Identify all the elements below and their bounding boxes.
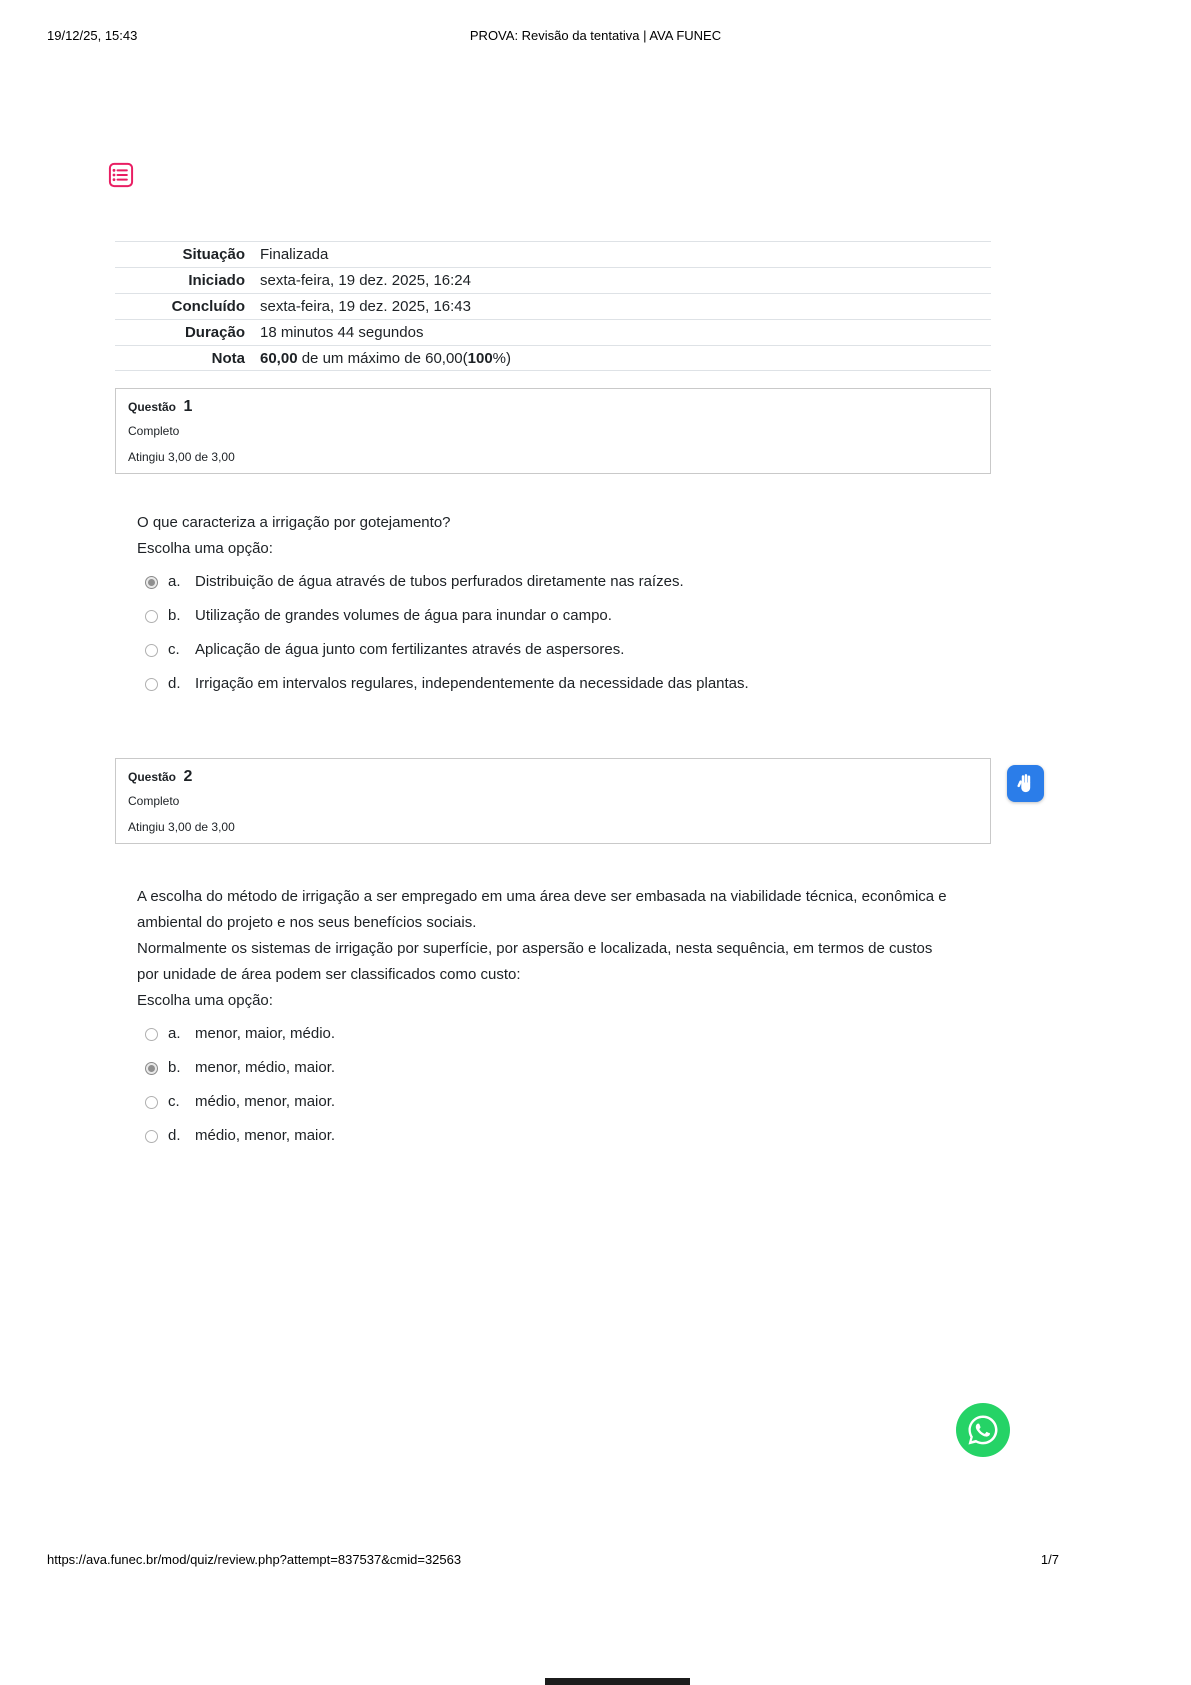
quiz-icon [107,161,135,189]
radio-button[interactable] [145,678,158,691]
question-grade: Atingiu 3,00 de 3,00 [128,820,235,834]
sign-language-icon [1014,772,1037,795]
question-number-line [128,398,978,416]
radio-button[interactable] [145,1096,158,1109]
summary-row-nota [115,345,991,371]
question-number-line [128,768,978,786]
question-number: 2 [183,768,193,785]
grade-score: 60,00 [260,350,298,367]
option-letter: b. [168,607,181,624]
question-status: Completo [128,794,180,808]
option-text: Distribuição de água através de tubos perfurados diretamente nas raízes. [195,573,684,590]
question-1-info-box [115,388,991,474]
next-page-cutoff-bar [545,1678,690,1685]
choice-prompt: Escolha uma opção: [137,992,273,1009]
summary-label: Iniciado [188,272,245,289]
whatsapp-button[interactable] [956,1403,1010,1457]
option-text: menor, maior, médio. [195,1025,336,1042]
summary-label: Situação [182,246,245,263]
question-2-info-box [115,758,991,844]
option-letter: a. [168,573,181,590]
radio-button[interactable] [145,576,158,589]
summary-row-concluido [115,293,991,319]
print-footer-page-number: 1/7 [1040,1552,1059,1567]
summary-value: 18 minutos 44 segundos [260,324,424,341]
option-text: Aplicação de água junto com fertilizantes através de aspersores. [195,641,625,658]
question-2-content [137,884,952,1160]
print-footer [0,1552,1191,1570]
sign-language-accessibility-button[interactable] [1007,765,1044,802]
option-text: Utilização de grandes volumes de água para inundar o campo. [195,607,612,624]
answer-option-a[interactable] [145,572,952,592]
print-footer-url: https://ava.funec.br/mod/quiz/review.php?attempt=837537&cmid=32563 [47,1552,462,1567]
radio-button[interactable] [145,1130,158,1143]
question-text-paragraph-1: A escolha do método de irrigação a ser empregado em uma área deve ser embasada na viabilidade técnica, econômica e ambiental do projeto e nos seus benefícios sociais. [137,888,947,931]
answer-option-d[interactable] [145,1126,952,1146]
answer-option-a[interactable] [145,1024,952,1044]
answer-option-d[interactable] [145,674,952,694]
question-text: O que caracteriza a irrigação por gotejamento? [137,514,451,531]
summary-value: sexta-feira, 19 dez. 2025, 16:24 [260,272,471,289]
question-grade: Atingiu 3,00 de 3,00 [128,450,235,464]
option-text: médio, menor, maior. [195,1127,336,1144]
question-label: Questão [128,770,177,784]
option-text: médio, menor, maior. [195,1093,336,1110]
answer-options [137,1024,952,1146]
summary-row-duracao [115,319,991,345]
print-datetime: 19/12/25, 15:43 [47,28,138,43]
option-letter: c. [168,641,180,658]
summary-label: Concluído [171,298,245,315]
answer-option-b[interactable] [145,1058,952,1078]
option-letter: d. [168,1127,181,1144]
radio-button[interactable] [145,1062,158,1075]
attempt-summary-table [115,241,991,371]
summary-value: Finalizada [260,246,329,263]
grade-percent: 100 [467,350,493,367]
option-text: menor, médio, maior. [195,1059,336,1076]
answer-option-c[interactable] [145,1092,952,1112]
option-letter: a. [168,1025,181,1042]
print-title: PROVA: Revisão da tentativa | AVA FUNEC [469,28,722,43]
option-text: Irrigação em intervalos regulares, independentemente da necessidade das plantas. [195,675,749,692]
answer-option-b[interactable] [145,606,952,626]
print-header [0,28,1191,46]
option-letter: d. [168,675,181,692]
whatsapp-icon [956,1403,1010,1457]
summary-grade-value [260,346,991,370]
question-1-content [137,510,952,708]
option-letter: b. [168,1059,181,1076]
summary-row-iniciado [115,267,991,293]
summary-label: Duração [184,324,245,341]
radio-button[interactable] [145,610,158,623]
grade-text-end: %) [492,350,512,367]
summary-row-situacao [115,241,991,267]
answer-option-c[interactable] [145,640,952,660]
question-number: 1 [183,398,193,415]
option-letter: c. [168,1093,180,1110]
summary-value: sexta-feira, 19 dez. 2025, 16:43 [260,298,471,315]
question-label: Questão [128,400,177,414]
question-text-paragraph-2: Normalmente os sistemas de irrigação por superfície, por aspersão e localizada, nesta sequência, em termos de custos por unidade de área podem ser classificados como custo: [137,940,933,983]
question-status: Completo [128,424,180,438]
choice-prompt: Escolha uma opção: [137,540,273,557]
answer-options [137,572,952,694]
radio-button[interactable] [145,644,158,657]
summary-label: Nota [211,350,245,367]
grade-text-mid: de um máximo de 60,00( [297,350,468,367]
radio-button[interactable] [145,1028,158,1041]
